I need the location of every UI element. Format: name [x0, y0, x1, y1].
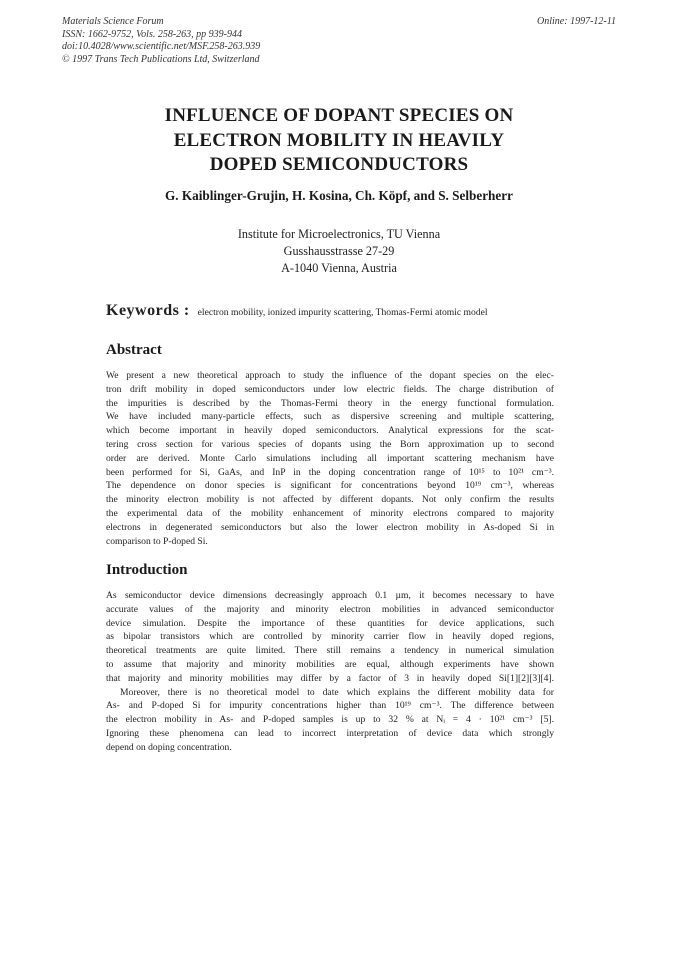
intro-line: accurate values of the majority and minority electron mobilities in advanced semiconductor [106, 603, 554, 615]
journal-line: doi:10.4028/www.scientific.net/MSF.258-263.939 [62, 41, 261, 53]
abstract-line: the experimental data of the mobility enhancement of minority electrons compared to majority [106, 507, 554, 519]
title-line: INFLUENCE OF DOPANT SPECIES ON [164, 105, 514, 126]
abstract-line: the minority electron mobility is not affected by different dopants. Not only confirm the results [106, 494, 554, 506]
affiliation-line: A-1040 Vienna, Austria [281, 261, 397, 275]
online-date: Online: 1997-12-11 [537, 16, 616, 27]
paper-title [0, 104, 678, 178]
authors: G. Kaiblinger-Grujin, H. Kosina, Ch. Köpf, and S. Selberherr [165, 188, 513, 203]
intro-line: theoretical treatments are quite limited. There still remains a tendency in numerical simulation [106, 645, 554, 657]
affiliation-line: Gusshausstrasse 27-29 [283, 244, 395, 258]
intro-line: As semiconductor device dimensions decreasingly approach 0.1 µm, it becomes necessary to have [106, 590, 554, 601]
title-line: ELECTRON MOBILITY IN HEAVILY [173, 129, 505, 151]
intro-line: to assume that majority and minority mobilities are equal, although experiments have shown [106, 658, 554, 670]
abstract-line: The dependence on donor species is significant for concentrations beyond 10¹⁹ cm⁻³, whereas [106, 480, 554, 492]
keywords-text: electron mobility, ionized impurity scattering, Thomas-Fermi atomic model [197, 307, 488, 318]
journal-line: ISSN: 1662-9752, Vols. 258-263, pp 939-944 [62, 28, 242, 40]
affiliation [0, 226, 678, 277]
affiliation-line: Institute for Microelectronics, TU Vienna [237, 227, 441, 241]
abstract-line: been performed for Si, GaAs, and InP in the doping concentration range of 10¹⁵ to 10²¹ cm⁻³. [106, 466, 554, 478]
abstract-line: which become important in heavily doped semiconductors. Analytical expressions for the scat- [106, 425, 554, 437]
abstract-line: comparison to P-doped Si. [106, 535, 208, 547]
introduction-heading: Introduction [106, 562, 188, 578]
keywords-label: Keywords : [106, 302, 190, 319]
intro-line: the electron mobility in As- and P-doped samples is up to 32 % at Nᵢ = 4 · 10²¹ cm⁻³ [5]. [106, 714, 554, 726]
intro-line: that majority and minority mobilities may differ by a factor of 3 in heavily doped Si[1][2][3][4]. [106, 672, 554, 684]
intro-line: as bipolar transistors which are controlled by minority carrier flow in heavily doped regions, [106, 631, 554, 643]
abstract-line: electrons in degenerated semiconductors but also the lower electron mobility in As-doped Si in [106, 521, 554, 533]
journal-line: Materials Science Forum [62, 16, 164, 27]
abstract-line: tron drift mobility in doped semiconductors under low electric fields. The charge distribution of [106, 383, 554, 395]
intro-line: As- and P-doped Si for impurity concentrations higher than 10¹⁹ cm⁻³. The difference between [106, 700, 554, 712]
keywords [106, 302, 488, 320]
abstract-line: tering cross section for various species of dopants using the Born approximation up to second [106, 438, 554, 450]
abstract-line: the impurities is described by the Thomas-Fermi theory in the energy functional formulation. [106, 397, 554, 409]
abstract-line: We present a new theoretical approach to study the influence of the dopant species on the elec- [106, 370, 554, 381]
intro-line: depend on doping concentration. [106, 741, 232, 753]
intro-line: Moreover, there is no theoretical model to date which explains the different mobility data for [120, 686, 554, 698]
abstract-body [106, 369, 554, 548]
abstract-line: We have included many-particle effects, such as dispersive screening and multiple scattering, [106, 411, 554, 423]
abstract-line: order are derived. Monte Carlo simulations including all important scattering mechanism have [106, 452, 554, 464]
journal-line: © 1997 Trans Tech Publications Ltd, Switzerland [62, 53, 260, 65]
introduction-body [106, 589, 554, 755]
journal-info [62, 16, 260, 66]
intro-line: device simulation. Despite the importance of these quantities for device applications, such [106, 617, 554, 629]
title-line: DOPED SEMICONDUCTORS [209, 154, 469, 175]
abstract-heading: Abstract [106, 342, 162, 358]
intro-line: Ignoring these phenomena can lead to incorrect interpretation of device data which strongly [106, 727, 554, 739]
